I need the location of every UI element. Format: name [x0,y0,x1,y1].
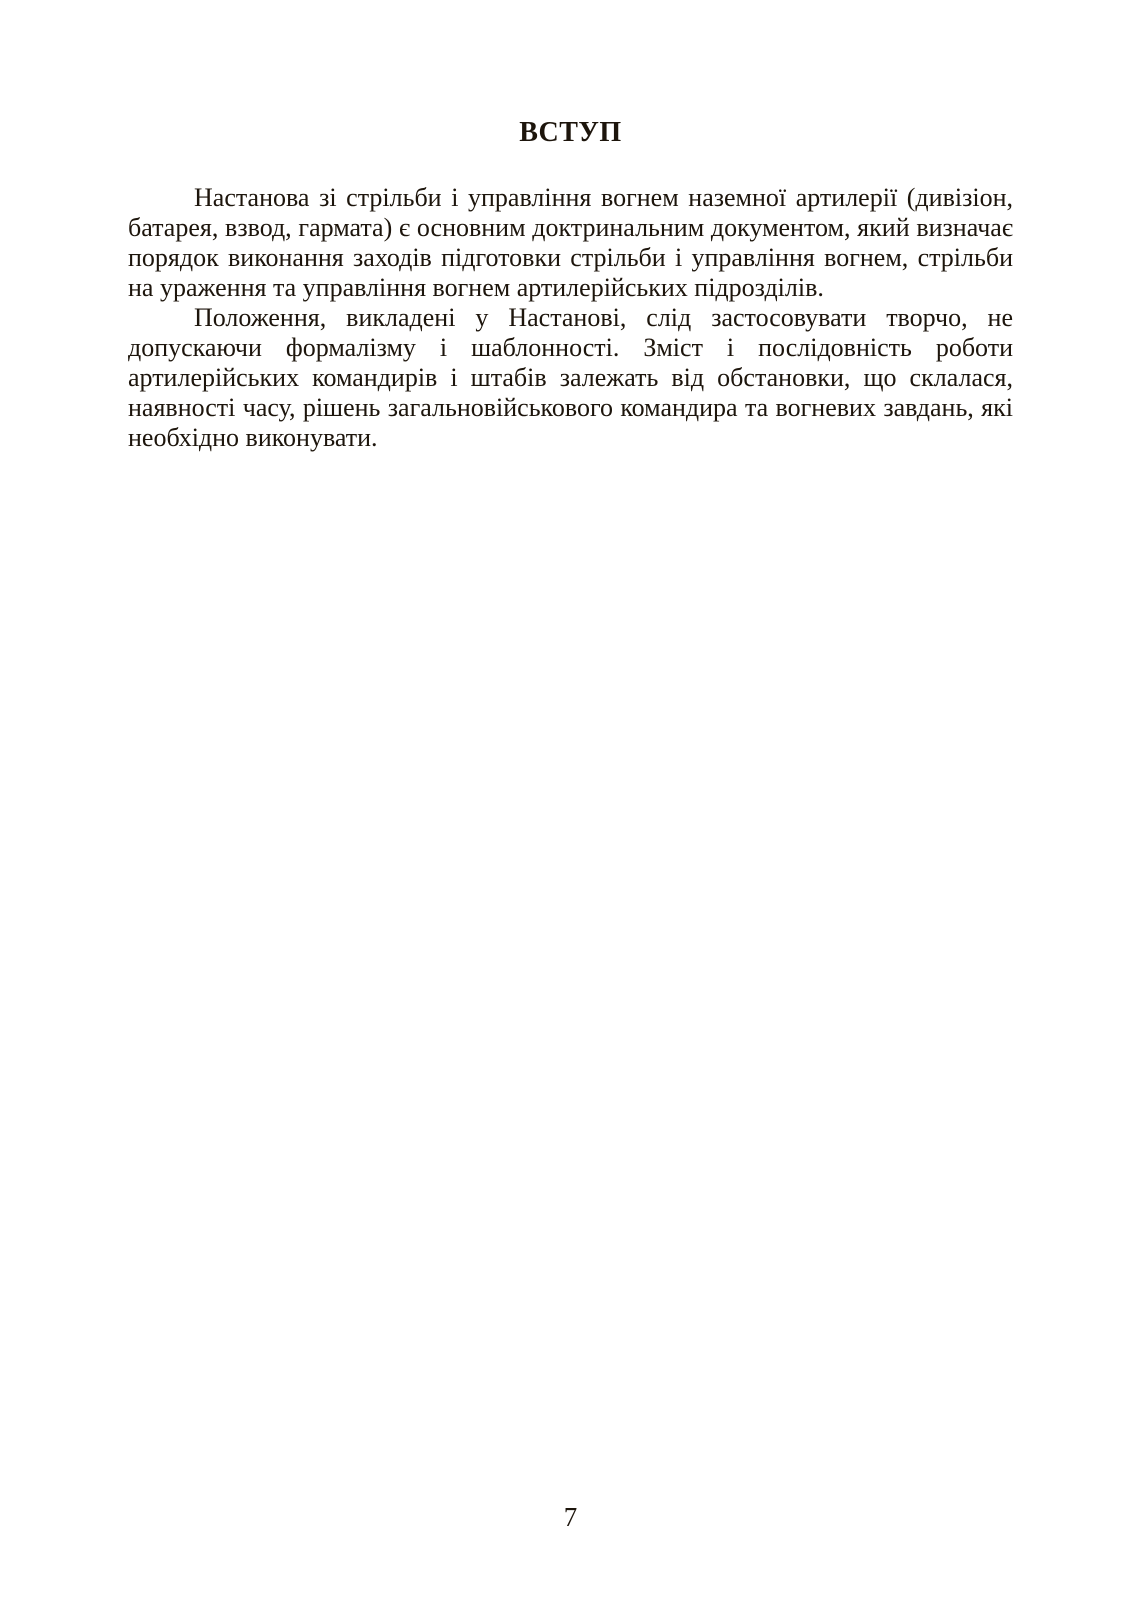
paragraph-line: необхідно виконувати. [128,423,378,452]
document-body [128,183,1013,453]
page-number: 7 [563,1502,578,1532]
paragraph-line: Положення, викладені у Настанові, слід застосовувати творчо, не [194,303,1013,332]
paragraph-line: артилерійських командирів і штабів залежать від обстановки, що склалася, [128,363,1013,392]
paragraph-line: Настанова зі стрільби і управління вогнем наземної артилерії (дивізіон, [194,183,1013,212]
paragraph [128,183,1013,303]
paragraph-line: наявності часу, рішень загальновійськового командира та вогневих завдань, які [128,393,1013,422]
paragraph [128,303,1013,453]
document-title: ВСТУП [519,117,622,148]
paragraph-line: порядок виконання заходів підготовки стрільби і управління вогнем, стрільби [128,243,1013,272]
paragraph-line: допускаючи формалізму і шаблонності. Зміст і послідовність роботи [128,333,1013,362]
paragraph-line: на ураження та управління вогнем артилерійських підрозділів. [128,273,824,302]
paragraph-line: батарея, взвод, гармата) є основним доктринальним документом, який визначає [128,213,1013,242]
